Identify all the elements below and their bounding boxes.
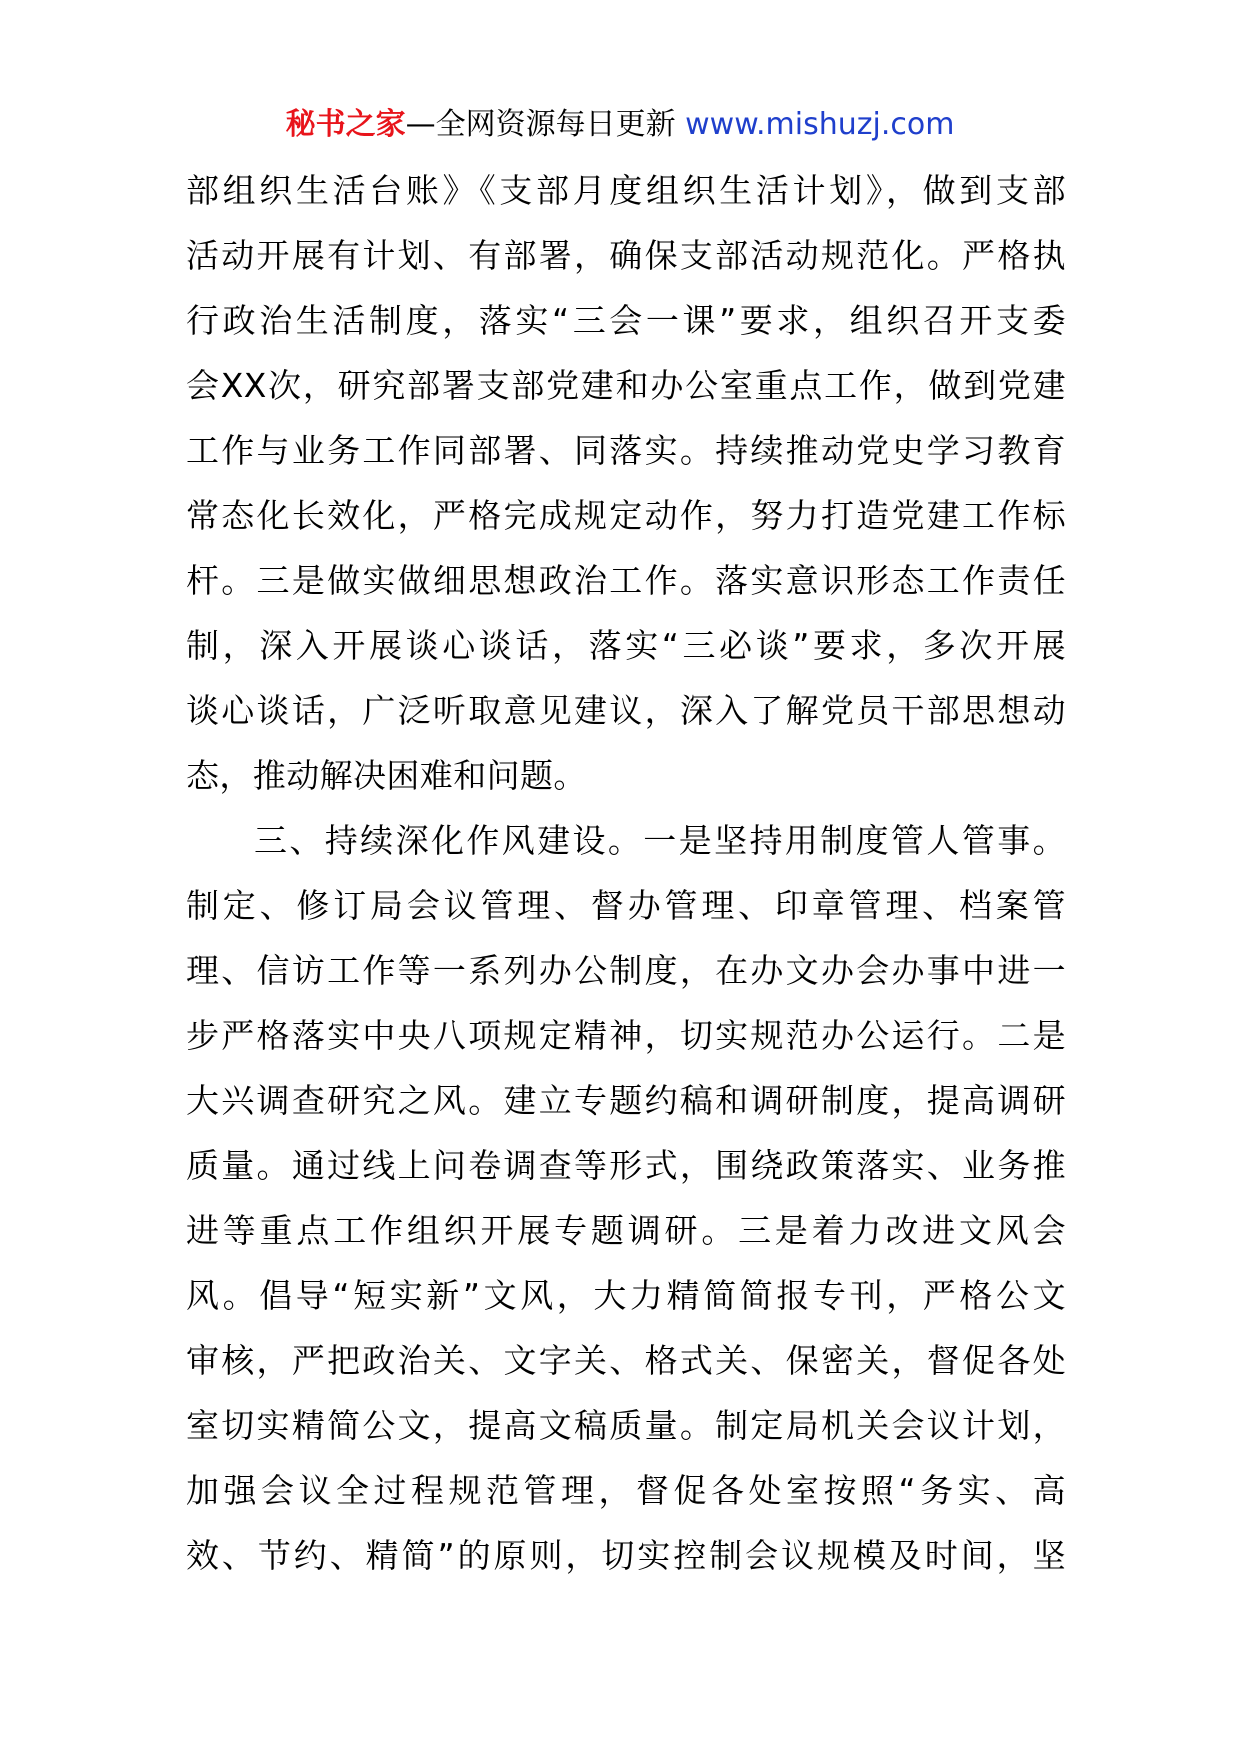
body-line: 加强会议全过程规范管理，督促各处室按照“务实、高 <box>186 1471 1066 1510</box>
header-url-link[interactable]: www.mishuzj.com <box>685 107 955 142</box>
header-tagline: —全网资源每日更新 <box>405 107 676 142</box>
body-line: 理、信访工作等一系列办公制度，在办文办会办事中进一 <box>186 951 1066 990</box>
body-line: 制定、修订局会议管理、督办管理、印章管理、档案管 <box>186 886 1066 925</box>
body-line: 常态化长效化，严格完成规定动作，努力打造党建工作标 <box>186 496 1066 535</box>
body-line: 活动开展有计划、有部署，确保支部活动规范化。严格执 <box>186 236 1066 275</box>
section-heading-line: 三、持续深化作风建设。一是坚持用制度管人管事。 <box>254 821 1066 860</box>
body-line: 效、节约、精简”的原则，切实控制会议规模及时间，坚 <box>186 1536 1066 1575</box>
body-line: 步严格落实中央八项规定精神，切实规范办公运行。二是 <box>186 1016 1066 1055</box>
body-line: 审核，严把政治关、文字关、格式关、保密关，督促各处 <box>186 1341 1066 1380</box>
body-line: 大兴调查研究之风。建立专题约稿和调研制度，提高调研 <box>186 1081 1066 1120</box>
body-line: 工作与业务工作同部署、同落实。持续推动党史学习教育 <box>186 431 1066 470</box>
page-header <box>0 102 1240 148</box>
body-line: 杆。三是做实做细思想政治工作。落实意识形态工作责任 <box>186 561 1066 600</box>
document-body <box>186 158 1066 1588</box>
body-line: 室切实精简公文，提高文稿质量。制定局机关会议计划， <box>186 1406 1066 1445</box>
body-line: 会XX次，研究部署支部党建和办公室重点工作，做到党建 <box>186 366 1066 405</box>
body-line: 质量。通过线上问卷调查等形式，围绕政策落实、业务推 <box>186 1146 1066 1185</box>
body-line: 制，深入开展谈心谈话，落实“三必谈”要求，多次开展 <box>186 626 1066 665</box>
body-line: 行政治生活制度，落实“三会一课”要求，组织召开支委 <box>186 301 1066 340</box>
body-line: 态，推动解决困难和问题。 <box>186 756 587 795</box>
body-line: 部组织生活台账》《支部月度组织生活计划》，做到支部 <box>186 171 1066 210</box>
body-line: 谈心谈话，广泛听取意见建议，深入了解党员干部思想动 <box>186 691 1066 730</box>
body-line: 进等重点工作组织开展专题调研。三是着力改进文风会 <box>186 1211 1066 1250</box>
body-line: 风。倡导“短实新”文风，大力精简简报专刊，严格公文 <box>186 1276 1066 1315</box>
header-brand: 秘书之家 <box>285 107 406 142</box>
